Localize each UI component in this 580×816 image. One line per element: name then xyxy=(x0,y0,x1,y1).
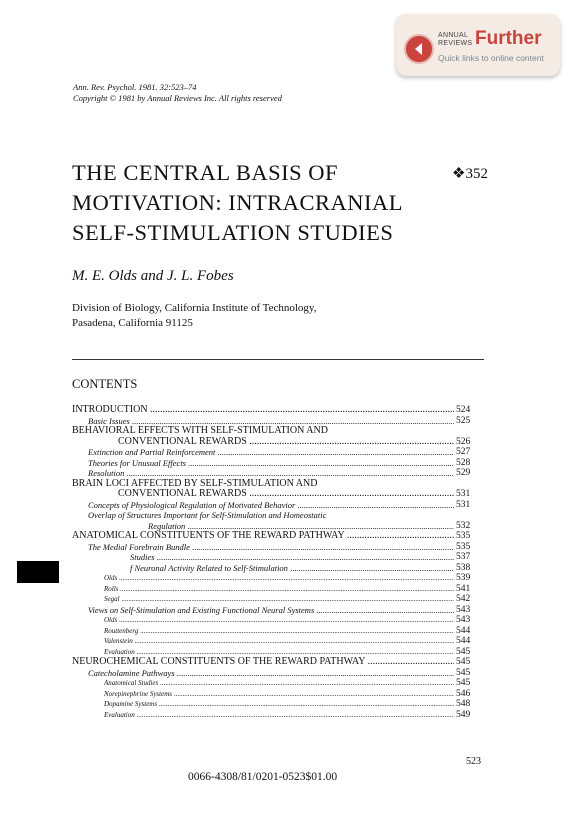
toc-entry-page: 535 xyxy=(456,541,471,552)
toc-entry xyxy=(72,426,484,437)
toc-entry-page: 542 xyxy=(456,594,471,604)
toc-entry-title: BRAIN LOCI AFFECTED BY SELF-STIMULATION AND xyxy=(72,478,318,489)
toc-entry-page: 528 xyxy=(456,457,471,468)
toc-entry xyxy=(72,531,484,542)
toc-entry xyxy=(72,605,484,616)
toc-entry xyxy=(72,468,484,479)
toc-entry xyxy=(72,594,484,605)
toc-entry-title: Concepts of Physiological Regulation of Motivated Behavior ..... xyxy=(88,500,454,511)
annual-reviews-logo-text xyxy=(438,32,472,48)
toc-entry-page: 544 xyxy=(456,625,471,636)
affiliation-line: Pasadena, California 91125 xyxy=(72,317,193,329)
toc-entry-title: Views on Self-Stimulation and Existing Functional Neural Systems ..... xyxy=(88,605,454,616)
affiliation-line: Division of Biology, California Institute of Technology, xyxy=(72,302,317,314)
article-title xyxy=(72,158,452,248)
toc-entry xyxy=(72,647,484,658)
toc-entry-page: 535 xyxy=(456,531,471,541)
toc-entry xyxy=(72,447,484,458)
toc-entry-page: 545 xyxy=(456,646,471,657)
toc-entry xyxy=(72,689,484,700)
toc-entry-title: f Neuronal Activity Related to Self-Stimulation ..... xyxy=(130,563,454,574)
toc-entry-title: Routtenberg ..... xyxy=(104,626,454,637)
toc-entry xyxy=(72,710,484,721)
toc-entry-page: 549 xyxy=(456,709,471,720)
toc-entry-page: 524 xyxy=(456,405,471,415)
table-of-contents xyxy=(72,405,484,720)
toc-entry-title: Olds ..... xyxy=(104,573,454,584)
title-line: THE CENTRAL BASIS OF xyxy=(72,160,339,185)
toc-entry-title: Overlap of Structures Important for Self-Stimulation and Homeostatic xyxy=(88,510,327,520)
toc-entry xyxy=(72,405,484,416)
toc-entry xyxy=(72,510,484,521)
toc-entry-title: CONVENTIONAL REWARDS ..... xyxy=(118,489,454,500)
affiliation xyxy=(72,301,316,331)
further-brand: Further xyxy=(475,28,542,49)
journal-citation: Ann. Rev. Psychol. 1981. 32:523–74 xyxy=(73,82,197,92)
toc-entry-page: 526 xyxy=(456,436,471,447)
toc-entry xyxy=(72,479,484,490)
citation-block xyxy=(73,82,282,104)
toc-entry-page: 532 xyxy=(456,520,471,531)
toc-entry-title: The Medial Forebrain Bundle ..... xyxy=(88,542,454,553)
toc-entry-title: Dopamine Systems ..... xyxy=(104,699,454,710)
toc-entry-title: ANATOMICAL CONSTITUENTS OF THE REWARD PATHWAY ..... xyxy=(72,531,454,542)
toc-entry-page: 545 xyxy=(456,657,471,667)
toc-entry-page: 531 xyxy=(456,499,471,510)
toc-entry-page: 543 xyxy=(456,604,471,615)
toc-entry xyxy=(72,657,484,668)
toc-entry-page: 544 xyxy=(456,636,471,646)
toc-entry xyxy=(72,668,484,679)
toc-entry-title: Catecholamine Pathways ..... xyxy=(88,668,454,679)
toc-entry xyxy=(72,521,484,532)
toc-entry-page: 545 xyxy=(456,678,471,688)
toc-entry xyxy=(72,626,484,637)
title-line: SELF-STIMULATION STUDIES xyxy=(72,220,394,245)
toc-entry-page: 543 xyxy=(456,615,471,625)
toc-entry-page: 538 xyxy=(456,562,471,573)
toc-entry xyxy=(72,416,484,427)
toc-entry-title: Studies ..... xyxy=(130,552,454,563)
toc-entry-page: 527 xyxy=(456,447,471,457)
badge-tagline: Quick links to online content xyxy=(438,53,544,63)
toc-entry xyxy=(72,678,484,689)
redaction-block xyxy=(17,561,59,583)
contents-heading: CONTENTS xyxy=(72,377,138,391)
page-number: 523 xyxy=(466,756,481,767)
toc-entry-title: INTRODUCTION ..... xyxy=(72,405,454,416)
toc-entry xyxy=(72,573,484,584)
toc-entry-title: CONVENTIONAL REWARDS ..... xyxy=(118,437,454,448)
toc-entry-title: Olds ..... xyxy=(104,615,454,626)
toc-entry-title: Regulation ..... xyxy=(148,521,454,532)
toc-entry-title: Extinction and Partial Reinforcement ..... xyxy=(88,447,454,458)
toc-entry xyxy=(72,636,484,647)
badge-line-1: ANNUAL xyxy=(438,32,469,39)
toc-entry-page: 537 xyxy=(456,552,471,562)
toc-entry xyxy=(72,458,484,469)
toc-entry-title: Segal ..... xyxy=(104,594,454,605)
title-line: MOTIVATION: INTRACRANIAL xyxy=(72,190,403,215)
footer-price-code: 0066-4308/81/0201-0523$01.00 xyxy=(188,771,338,783)
toc-entry xyxy=(72,615,484,626)
toc-entry-title: BEHAVIORAL EFFECTS WITH SELF-STIMULATION AND xyxy=(72,426,328,436)
toc-entry-page: 548 xyxy=(456,699,471,709)
toc-entry-page: 541 xyxy=(456,583,471,594)
badge-line-2: REVIEWS xyxy=(438,40,473,47)
chapter-number: ❖352 xyxy=(452,166,488,182)
annual-reviews-further-badge[interactable] xyxy=(396,14,560,76)
authors: M. E. Olds and J. L. Fobes xyxy=(72,268,234,284)
toc-entry xyxy=(72,699,484,710)
toc-entry xyxy=(72,437,484,448)
toc-entry-title: Norepinephrine Systems ..... xyxy=(104,689,454,700)
toc-entry-title: Evaluation ..... xyxy=(104,647,454,658)
toc-entry-page: 531 xyxy=(456,489,471,499)
toc-entry-page: 529 xyxy=(456,468,471,478)
toc-entry xyxy=(72,584,484,595)
toc-entry-title: Rolls ..... xyxy=(104,584,454,595)
toc-entry xyxy=(72,489,484,500)
divider-rule xyxy=(72,359,484,360)
toc-entry xyxy=(72,542,484,553)
toc-entry-page: 545 xyxy=(456,667,471,678)
copyright-line: Copyright © 1981 by Annual Reviews Inc. All rights reserved xyxy=(73,93,282,103)
back-arrow-icon xyxy=(404,34,434,64)
toc-entry xyxy=(72,500,484,511)
toc-entry-title: Basic Issues ..... xyxy=(88,416,454,427)
toc-entry-page: 525 xyxy=(456,415,471,426)
toc-entry-title: Evaluation ..... xyxy=(104,710,454,721)
toc-entry-title: Valenstein ..... xyxy=(104,636,454,647)
toc-entry-title: Anatomical Studies ..... xyxy=(104,678,454,689)
toc-entry xyxy=(72,552,484,563)
toc-entry-page: 539 xyxy=(456,573,471,583)
toc-entry-page: 546 xyxy=(456,688,471,699)
toc-entry xyxy=(72,563,484,574)
toc-entry-title: Theories for Unusual Effects ..... xyxy=(88,458,454,469)
toc-entry-title: Resolution ..... xyxy=(88,468,454,479)
toc-entry-title: NEUROCHEMICAL CONSTITUENTS OF THE REWARD PATHWAY ..... xyxy=(72,657,454,668)
